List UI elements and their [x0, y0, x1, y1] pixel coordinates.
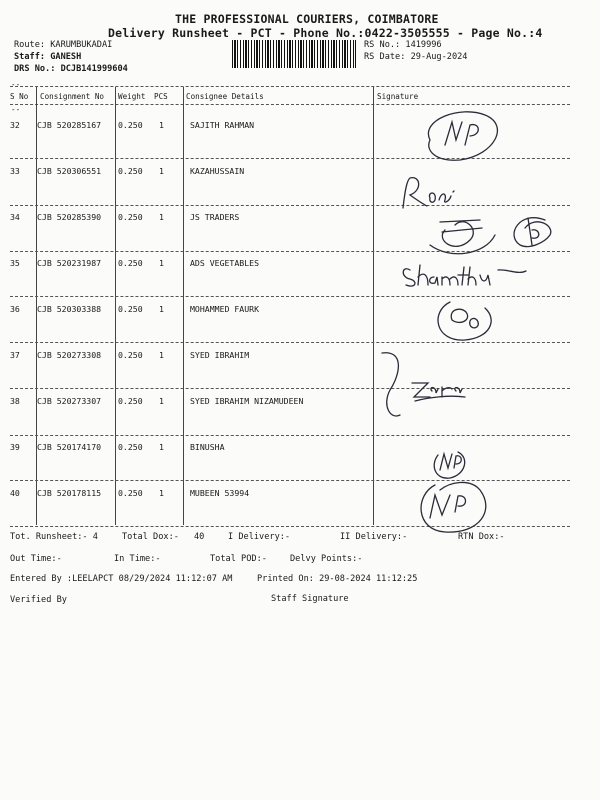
row-weight: 0.250 [118, 488, 143, 498]
row-consignment: CJB 520303388 [37, 304, 102, 314]
row-pcs: 1 [159, 396, 164, 406]
rs-number: RS No.: 1419996 [364, 40, 442, 50]
verified-by: Verified By [10, 595, 67, 605]
row-consignee: SAJITH RAHMAN [190, 120, 255, 130]
row-divider [10, 435, 570, 436]
runsheet-subtitle: Delivery Runsheet - PCT - Phone No.:0422-3505555 - Page No.:4 [108, 26, 543, 40]
row-consignment: CJB 520306551 [37, 166, 102, 176]
out-time: Out Time:- [10, 554, 62, 564]
row-pcs: 1 [159, 166, 164, 176]
total-dox-label: Total Dox:- [122, 532, 179, 542]
row-sno: 35 [10, 258, 20, 268]
row-pcs: 1 [159, 488, 164, 498]
row-weight: 0.250 [118, 350, 143, 360]
row-divider [10, 388, 570, 389]
row-consignee: MUBEEN 53994 [190, 488, 250, 498]
row-sno: 37 [10, 350, 20, 360]
row-consignment: CJB 520178115 [37, 488, 102, 498]
row-consignment: CJB 520231987 [37, 258, 102, 268]
column-line [373, 87, 374, 525]
column-line [183, 87, 184, 525]
signature-row-36 [420, 290, 510, 350]
row-sno: 32 [10, 120, 20, 130]
row-consignee: JS TRADERS [190, 212, 240, 222]
row-weight: 0.250 [118, 258, 143, 268]
row-pcs: 1 [159, 258, 164, 268]
col-consignee: Consignee Details [186, 92, 264, 101]
row-pcs: 1 [159, 442, 164, 452]
barcode [232, 40, 356, 68]
column-line [115, 87, 116, 525]
row-weight: 0.250 [118, 120, 143, 130]
entered-by: Entered By :LEELAPCT 08/29/2024 11:12:07 AM [10, 574, 233, 584]
signature-row-37 [370, 345, 480, 425]
signature-row-39-40 [410, 440, 510, 545]
row-weight: 0.250 [118, 442, 143, 452]
in-time: In Time:- [114, 554, 161, 564]
row-weight: 0.250 [118, 396, 143, 406]
row-consignment: CJB 520285167 [37, 120, 102, 130]
signature-row-32 [400, 100, 530, 170]
printed-on: Printed On: 29-08-2024 11:12:25 [257, 574, 418, 584]
staff-signature: Staff Signature [271, 594, 349, 604]
row-consignee: MOHAMMED FAURK [190, 304, 260, 314]
row-consignment: CJB 520273307 [37, 396, 102, 406]
staff: Staff: GANESH [14, 52, 82, 62]
company-name: THE PROFESSIONAL COURIERS, COIMBATORE [175, 12, 439, 26]
rs-date: RS Date: 29-Aug-2024 [364, 52, 468, 62]
row-consignment: CJB 520174170 [37, 442, 102, 452]
i-delivery: I Delivery:- [228, 532, 291, 542]
row-sno: 40 [10, 488, 20, 498]
col-sno: S No [10, 92, 29, 101]
row-consignee: ADS VEGETABLES [190, 258, 260, 268]
total-pod: Total POD:- [210, 554, 267, 564]
row-sno: 38 [10, 396, 20, 406]
row-weight: 0.250 [118, 212, 143, 222]
total-dox-value: 40 [194, 532, 205, 542]
rtn-dox: RTN Dox:- [458, 532, 505, 542]
row-pcs: 1 [159, 212, 164, 222]
route: Route: KARUMBUKADAI [14, 40, 113, 50]
signature-row-35 [398, 255, 538, 295]
col-consignment: Consignment No [40, 92, 105, 101]
row-sno: 33 [10, 166, 20, 176]
row-consignment: CJB 520285390 [37, 212, 102, 222]
total-runsheet: Tot. Runsheet:- 4 [10, 532, 98, 542]
row-consignee: SYED IBRAHIM [190, 350, 250, 360]
row-sno: 36 [10, 304, 20, 314]
row-sno: 39 [10, 442, 20, 452]
delvy-points: Delvy Points:- [290, 554, 363, 564]
row-pcs: 1 [159, 304, 164, 314]
row-weight: 0.250 [118, 304, 143, 314]
col-weight: Weight [118, 92, 146, 101]
row-consignment: CJB 520273308 [37, 350, 102, 360]
row-consignee: KAZAHUSSAIN [190, 166, 245, 176]
ii-delivery: II Delivery:- [340, 532, 408, 542]
row-weight: 0.250 [118, 166, 143, 176]
row-consignee: BINUSHA [190, 442, 225, 452]
drs-number: DRS No.: DCJB141999604 [14, 64, 128, 74]
col-pcs: PCS [154, 92, 168, 101]
dash-mark: -- [11, 105, 21, 114]
row-sno: 34 [10, 212, 20, 222]
row-consignee: SYED IBRAHIM NIZAMUDEEN [190, 396, 304, 406]
row-pcs: 1 [159, 120, 164, 130]
col-signature: Signature [377, 92, 419, 101]
divider [10, 86, 570, 87]
row-pcs: 1 [159, 350, 164, 360]
dash-mark: -- [11, 80, 21, 89]
